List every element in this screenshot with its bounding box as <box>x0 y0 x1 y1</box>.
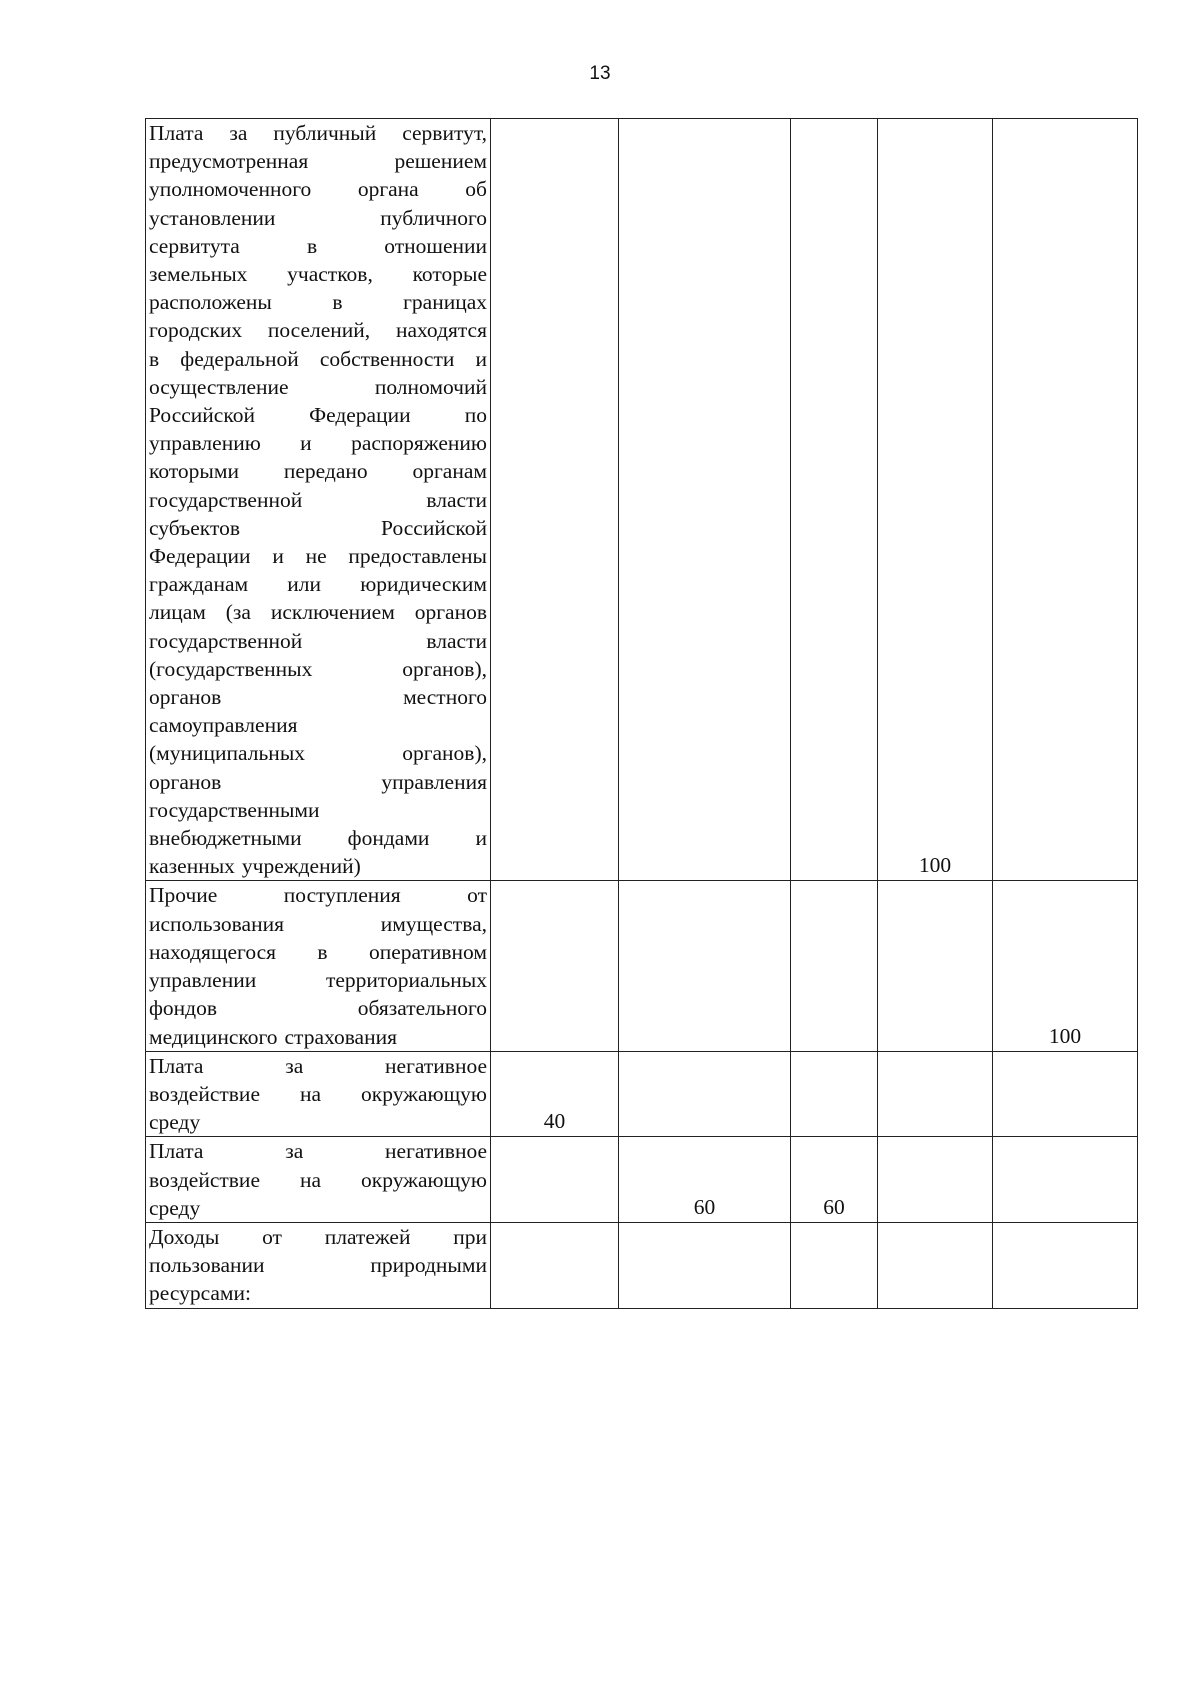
value-cell: 100 <box>993 881 1138 1051</box>
description-word: не <box>305 544 327 569</box>
description-line <box>149 655 487 683</box>
description-word: при <box>453 1224 487 1249</box>
description-word: находятся <box>395 318 487 343</box>
description-word: за <box>229 121 248 145</box>
value-cell <box>878 1137 993 1223</box>
description-word: расположены <box>149 290 272 315</box>
description-word: органа <box>357 177 419 202</box>
description-line <box>149 316 487 344</box>
value-cell: 60 <box>619 1137 791 1223</box>
value-cell <box>878 1222 993 1308</box>
description-line <box>149 1080 487 1108</box>
description-line <box>149 457 487 485</box>
value-cell <box>791 119 878 881</box>
description-word: платежей <box>324 1224 411 1249</box>
value-cell <box>619 1051 791 1137</box>
description-word: Федерации <box>309 403 411 428</box>
description-word: субъектов <box>149 515 240 540</box>
description-word: Прочие <box>149 883 218 908</box>
description-line <box>149 739 487 767</box>
description-line <box>149 1137 487 1165</box>
description-word: публичного <box>380 205 487 230</box>
description-word: пользовании <box>149 1253 265 1278</box>
description-line <box>149 345 487 373</box>
value-cell <box>878 881 993 1051</box>
description-line <box>149 486 487 514</box>
value-cell <box>491 1137 619 1223</box>
description-word: городских <box>149 318 243 343</box>
description-line <box>149 514 487 542</box>
description-word: решением <box>394 149 487 174</box>
description-line <box>149 232 487 260</box>
description-word: Плата <box>149 121 204 145</box>
description-word: фондов <box>149 996 218 1021</box>
description-word: которые <box>412 262 487 287</box>
value-cell <box>791 881 878 1051</box>
description-word: и <box>475 346 487 371</box>
value-cell <box>491 1222 619 1308</box>
description-word: негативное <box>385 1139 487 1164</box>
value-cell <box>491 119 619 881</box>
description-word: или <box>287 572 322 597</box>
description-line <box>149 824 487 852</box>
description-word: полномочий <box>374 374 487 399</box>
description-word: Плата <box>149 1139 204 1164</box>
description-word: самоуправления <box>149 713 298 738</box>
description-word: страхования <box>284 1024 398 1049</box>
description-line <box>149 852 487 880</box>
description-line <box>149 1052 487 1080</box>
description-line <box>149 1108 487 1136</box>
description-word: земельных <box>149 262 248 287</box>
table-body <box>146 119 1138 1309</box>
description-word: (за <box>225 600 251 625</box>
description-word: природными <box>370 1253 487 1278</box>
value-cell <box>619 881 791 1051</box>
row-description <box>146 1137 491 1223</box>
description-line <box>149 401 487 429</box>
description-word: поселений, <box>267 318 371 343</box>
description-word: сервитута <box>149 233 240 258</box>
description-word: Российской <box>149 403 255 428</box>
description-line <box>149 1279 487 1307</box>
description-word: исключением <box>270 600 395 625</box>
description-word: поступления <box>283 883 401 908</box>
description-word: воздействие <box>149 1081 260 1106</box>
description-word: государственными <box>149 797 320 822</box>
description-line <box>149 910 487 938</box>
description-word: имущества, <box>380 911 487 936</box>
description-word: окружающую <box>361 1167 487 1192</box>
description-word: которыми <box>149 459 239 484</box>
description-word: за <box>285 1139 304 1164</box>
value-cell <box>993 119 1138 881</box>
description-line <box>149 542 487 570</box>
description-word: местного <box>403 685 487 710</box>
value-cell <box>878 1051 993 1137</box>
description-word: границах <box>403 290 487 315</box>
description-word: в <box>149 346 160 371</box>
description-word: передано <box>283 459 368 484</box>
description-word: органов <box>149 769 222 794</box>
description-word: власти <box>426 628 487 653</box>
description-word: органам <box>412 459 487 484</box>
description-word: власти <box>426 487 487 512</box>
description-line <box>149 570 487 598</box>
row-description <box>146 1222 491 1308</box>
description-word: об <box>465 177 487 202</box>
description-word: от <box>262 1224 282 1249</box>
description-line <box>149 1223 487 1251</box>
description-line <box>149 711 487 739</box>
value-cell <box>791 1051 878 1137</box>
description-line <box>149 881 487 909</box>
description-word: оперативном <box>368 939 487 964</box>
description-line <box>149 204 487 232</box>
description-word: осуществление <box>149 374 289 399</box>
value-cell: 100 <box>878 119 993 881</box>
description-word: и <box>300 431 312 456</box>
description-word: среду <box>149 1110 201 1135</box>
revenue-distribution-table <box>145 118 1138 1309</box>
description-word: казенных <box>149 854 235 879</box>
description-word: по <box>464 403 487 428</box>
description-line <box>149 288 487 316</box>
description-line <box>149 1023 487 1051</box>
description-word: на <box>299 1081 322 1106</box>
row-description <box>146 881 491 1051</box>
description-line <box>149 598 487 626</box>
description-line <box>149 147 487 175</box>
description-word: и <box>475 826 487 851</box>
value-cell <box>993 1051 1138 1137</box>
description-word: распоряжению <box>351 431 487 456</box>
description-line <box>149 1166 487 1194</box>
description-word: государственной <box>149 628 303 653</box>
description-line <box>149 994 487 1022</box>
description-word: (муниципальных <box>149 741 306 766</box>
value-cell <box>993 1222 1138 1308</box>
description-word: находящегося <box>149 939 277 964</box>
description-line <box>149 966 487 994</box>
description-line <box>149 175 487 203</box>
table-row <box>146 1051 1138 1137</box>
description-line <box>149 938 487 966</box>
description-word: среду <box>149 1195 201 1220</box>
description-line <box>149 119 487 147</box>
description-word: федеральной <box>180 346 299 371</box>
description-word: в <box>332 290 343 315</box>
description-word: и <box>272 544 284 569</box>
description-word: органов <box>414 600 487 625</box>
value-cell <box>791 1222 878 1308</box>
description-line <box>149 429 487 457</box>
description-word: ресурсами: <box>149 1281 252 1306</box>
description-word: публичный <box>273 121 377 145</box>
value-cell <box>619 119 791 881</box>
description-word: за <box>285 1053 304 1078</box>
description-word: воздействие <box>149 1167 260 1192</box>
value-cell: 60 <box>791 1137 878 1223</box>
description-word: Российской <box>381 515 487 540</box>
description-word: гражданам <box>149 572 249 597</box>
description-word: предоставлены <box>348 544 487 569</box>
description-word: государственной <box>149 487 303 512</box>
description-word: органов), <box>402 741 487 766</box>
value-cell: 40 <box>491 1051 619 1137</box>
description-word: окружающую <box>361 1081 487 1106</box>
description-word: предусмотренная <box>149 149 309 174</box>
value-cell <box>491 881 619 1051</box>
value-cell <box>619 1222 791 1308</box>
description-word: от <box>467 883 487 908</box>
description-word: управлении <box>149 968 257 993</box>
description-word: отношении <box>384 233 487 258</box>
description-line <box>149 683 487 711</box>
value-cell <box>993 1137 1138 1223</box>
description-word: управления <box>381 769 487 794</box>
table-row <box>146 881 1138 1051</box>
description-word: органов <box>149 685 222 710</box>
description-word: использования <box>149 911 284 936</box>
description-word: Доходы <box>149 1224 220 1249</box>
page-number: 13 <box>589 63 611 84</box>
description-line <box>149 796 487 824</box>
table-row <box>146 1222 1138 1308</box>
description-word: Федерации <box>149 544 251 569</box>
table-row <box>146 119 1138 881</box>
description-word: управлению <box>149 431 261 456</box>
description-word: Плата <box>149 1053 204 1078</box>
description-word: на <box>299 1167 322 1192</box>
description-word: в <box>317 939 328 964</box>
description-word: обязательного <box>357 996 487 1021</box>
description-word: в <box>306 233 318 258</box>
description-word: лицам <box>149 600 206 625</box>
description-word: участков, <box>287 262 373 287</box>
description-word: уполномоченного <box>149 177 312 202</box>
description-word: учреждений) <box>241 854 361 879</box>
description-line <box>149 1194 487 1222</box>
description-line <box>149 260 487 288</box>
description-word: негативное <box>385 1053 487 1078</box>
description-word: (государственных <box>149 656 313 681</box>
description-line <box>149 627 487 655</box>
table-row <box>146 1137 1138 1223</box>
description-word: внебюджетными <box>149 826 302 851</box>
description-line <box>149 373 487 401</box>
description-line <box>149 768 487 796</box>
description-word: медицинского <box>149 1024 278 1049</box>
row-description <box>146 1051 491 1137</box>
description-word: территориальных <box>325 968 487 993</box>
row-description <box>146 119 491 881</box>
description-word: органов), <box>402 656 487 681</box>
description-word: юридическим <box>360 572 487 597</box>
description-word: фондами <box>347 826 430 851</box>
description-line <box>149 1251 487 1279</box>
description-word: установлении <box>149 205 276 230</box>
description-word: сервитут, <box>402 121 487 145</box>
description-word: собственности <box>319 346 455 371</box>
